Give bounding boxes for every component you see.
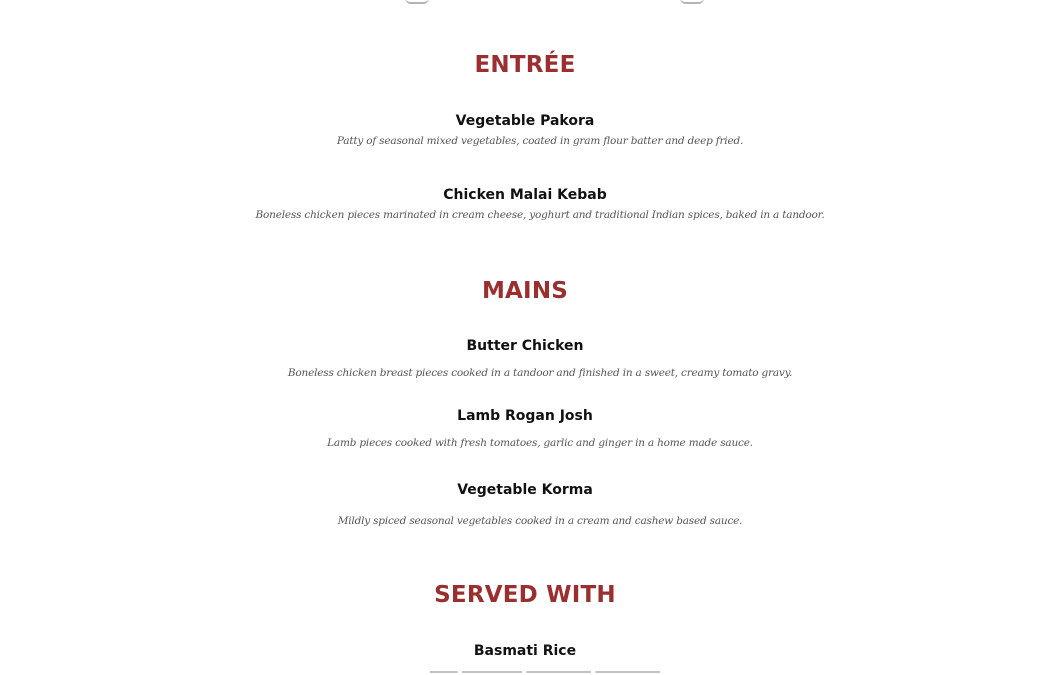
dish-name: Basmati Rice [473,643,577,659]
dish-description: Boneless chicken pieces marinated in cream cheese, yoghurt and traditional Indian spices, baked in a tandoor. [255,209,825,221]
cropped-description-fragment [430,671,660,673]
dish-name: Chicken Malai Kebab [443,187,607,203]
section-heading-served-with: SERVED WITH [434,582,616,608]
section-heading-mains: MAINS [481,278,569,304]
dish-description: Patty of seasonal mixed vegetables, coated in gram flour batter and deep fried. [336,135,744,147]
dish-description: Lamb pieces cooked with fresh tomatoes, garlic and ginger in a home made sauce. [327,437,753,449]
cropped-text-fragment [405,0,429,4]
dish-description: Boneless chicken breast pieces cooked in a tandoor and finished in a sweet, creamy tomato gravy. [287,367,793,379]
section-heading-entree: ENTRÉE [474,52,576,78]
dish-name: Vegetable Korma [457,482,593,498]
cropped-text-fragment [680,0,704,4]
dish-name: Butter Chicken [466,338,584,354]
dish-name: Lamb Rogan Josh [457,408,593,424]
dish-name: Vegetable Pakora [455,113,595,129]
dish-description: Mildly spiced seasonal vegetables cooked in a cream and cashew based sauce. [337,515,743,527]
